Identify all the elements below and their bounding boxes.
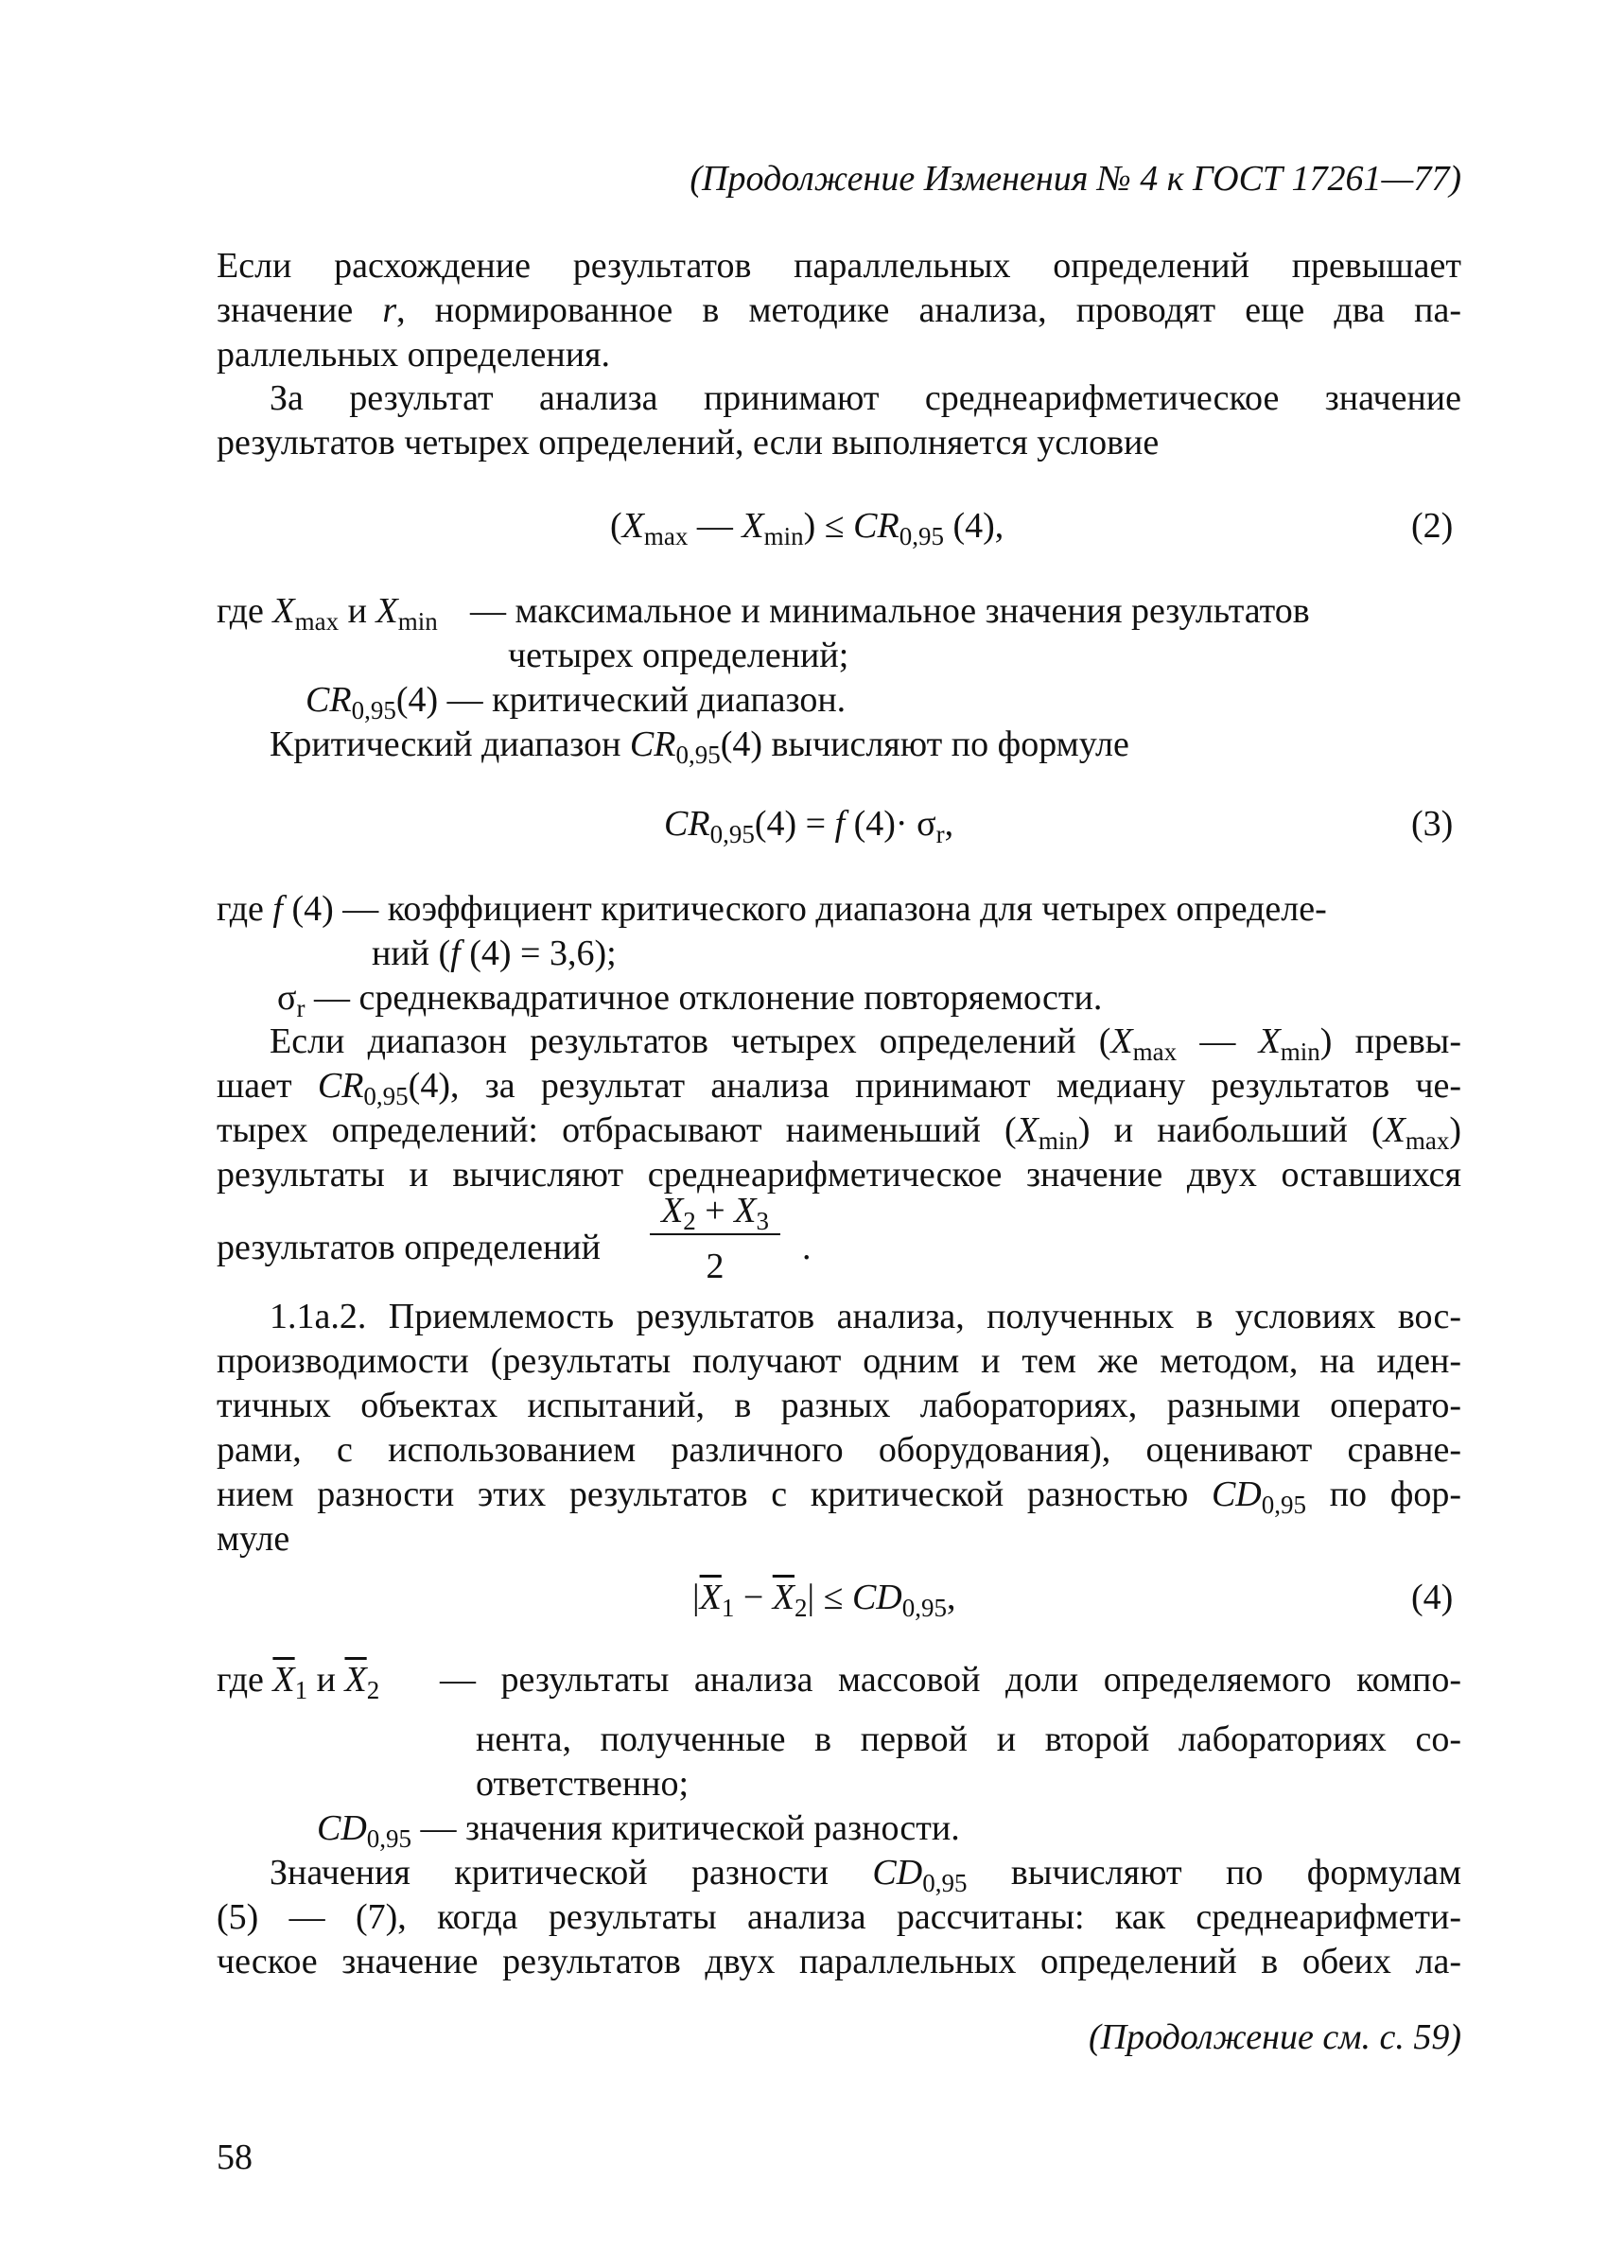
equation-4-number: (4) [1411,1578,1454,1617]
where-1-line-1: где $X_{max}$ и $X_{min}$ [217,591,438,636]
paragraph-2-line-2: результатов четырех определений, если выполняется условие [217,423,1160,462]
equation-4: $|\overline{X}_1 - \overline{X}_2| \le CD_{0,95}$, [692,1578,956,1622]
page-header: (Продолжение Изменения № 4 к ГОСТ 17261—77) [690,159,1461,199]
where-1-definition: — максимальное и минимальное значения результатов [470,591,1310,631]
paragraph-4-line-2: шает $CR_{0,95}(4)$, за результат анализа принимают медиану результатов че- [217,1066,1461,1110]
where-1-line-3: $CR_{0,95}(4)$ — критический диапазон. [306,680,847,724]
fraction-period: . [802,1228,812,1267]
paragraph-6-line-3: ческое значение результатов двух параллельных определений в обеих ла- [217,1942,1461,1981]
fraction-x2-x3-over-2: $X_2 + X_3$ 2 [650,1190,780,1287]
where-3-definition: — результаты анализа массовой доли определяемого компо- [440,1660,1461,1700]
equation-3-number: (3) [1411,804,1454,844]
paragraph-5-line-5: нием разности этих результатов с критической разностью $CD_{0,95}$ по фор- [217,1474,1461,1519]
where-3-line-4: $CD_{0,95}$ — значения критической разности. [317,1808,960,1853]
where-2-line-3: $\sigma_r$ — среднеквадратичное отклонение повторяемости. [277,978,1103,1022]
paragraph-5-line-3: тичных объектах испытаний, в разных лабораториях, разными операто- [217,1386,1461,1425]
paragraph-1-line-2: значение r, нормированное в методике анализа, проводят еще два па- [217,290,1461,330]
paragraph-5-line-1: 1.1а.2. Приемлемость результатов анализа, полученных в условиях вос- [270,1297,1461,1336]
paragraph-4-line-1: Если диапазон результатов четырех определений ($X_{max}$ — $X_{min}$) превы- [270,1021,1461,1066]
paragraph-2-line-1: За результат анализа принимают среднеарифметическое значение [270,378,1461,418]
equation-2: ($X_{max}$ — $X_{min}) \le CR_{0,95}$ (4), [610,506,1004,550]
continuation-note: (Продолжение см. с. 59) [1088,2017,1461,2057]
paragraph-5-line-2: производимости (результаты получают одним и тем же методом, на иден- [217,1341,1461,1381]
paragraph-1-line-3: раллельных определения. [217,335,611,375]
where-3-definition-cont-1: нента, полученные в первой и второй лабораториях со- [476,1719,1461,1759]
equation-3: $CR_{0,95}(4) = f$ $(4)\cdot \sigma_r$, [664,804,954,848]
paragraph-6-line-1: Значения критической разности $CD_{0,95}$ вычисляют по формулам [270,1853,1462,1897]
paragraph-6-line-2: (5) — (7), когда результаты анализа рассчитаны: как среднеарифмети- [217,1897,1461,1937]
paragraph-4-line-5: результатов определений [217,1228,601,1267]
paragraph-5-line-4: рами, с использованием различного оборудования), оценивают сравне- [217,1430,1461,1470]
paragraph-4-line-3: тырех определений: отбрасывают наименьший $(X_{min})$ и наибольший $(X_{max})$ [217,1110,1461,1155]
paragraph-4-line-4: результаты и вычисляют среднеарифметическое значение двух оставшихся [217,1155,1461,1195]
where-2-line-1: где f (4) — коэффициент критического диапазона для четырех определе- [217,889,1327,929]
paragraph-5-line-6: муле [217,1519,290,1559]
paragraph-1-line-1: Если расхождение результатов параллельных определений превышает [217,246,1461,286]
page-number: 58 [217,2137,253,2177]
where-3-line-1: где $\overline{X}_1$ и $\overline{X}_2$ [217,1660,380,1704]
paragraph-3: Критический диапазон $CR_{0,95}(4)$ вычисляют по формуле [270,724,1129,769]
where-3-definition-cont-2: ответственно; [476,1764,690,1804]
where-2-line-2: ний (f (4) = 3,6); [372,933,617,973]
equation-2-number: (2) [1411,506,1454,546]
where-1-definition-cont: четырех определений; [508,636,849,675]
